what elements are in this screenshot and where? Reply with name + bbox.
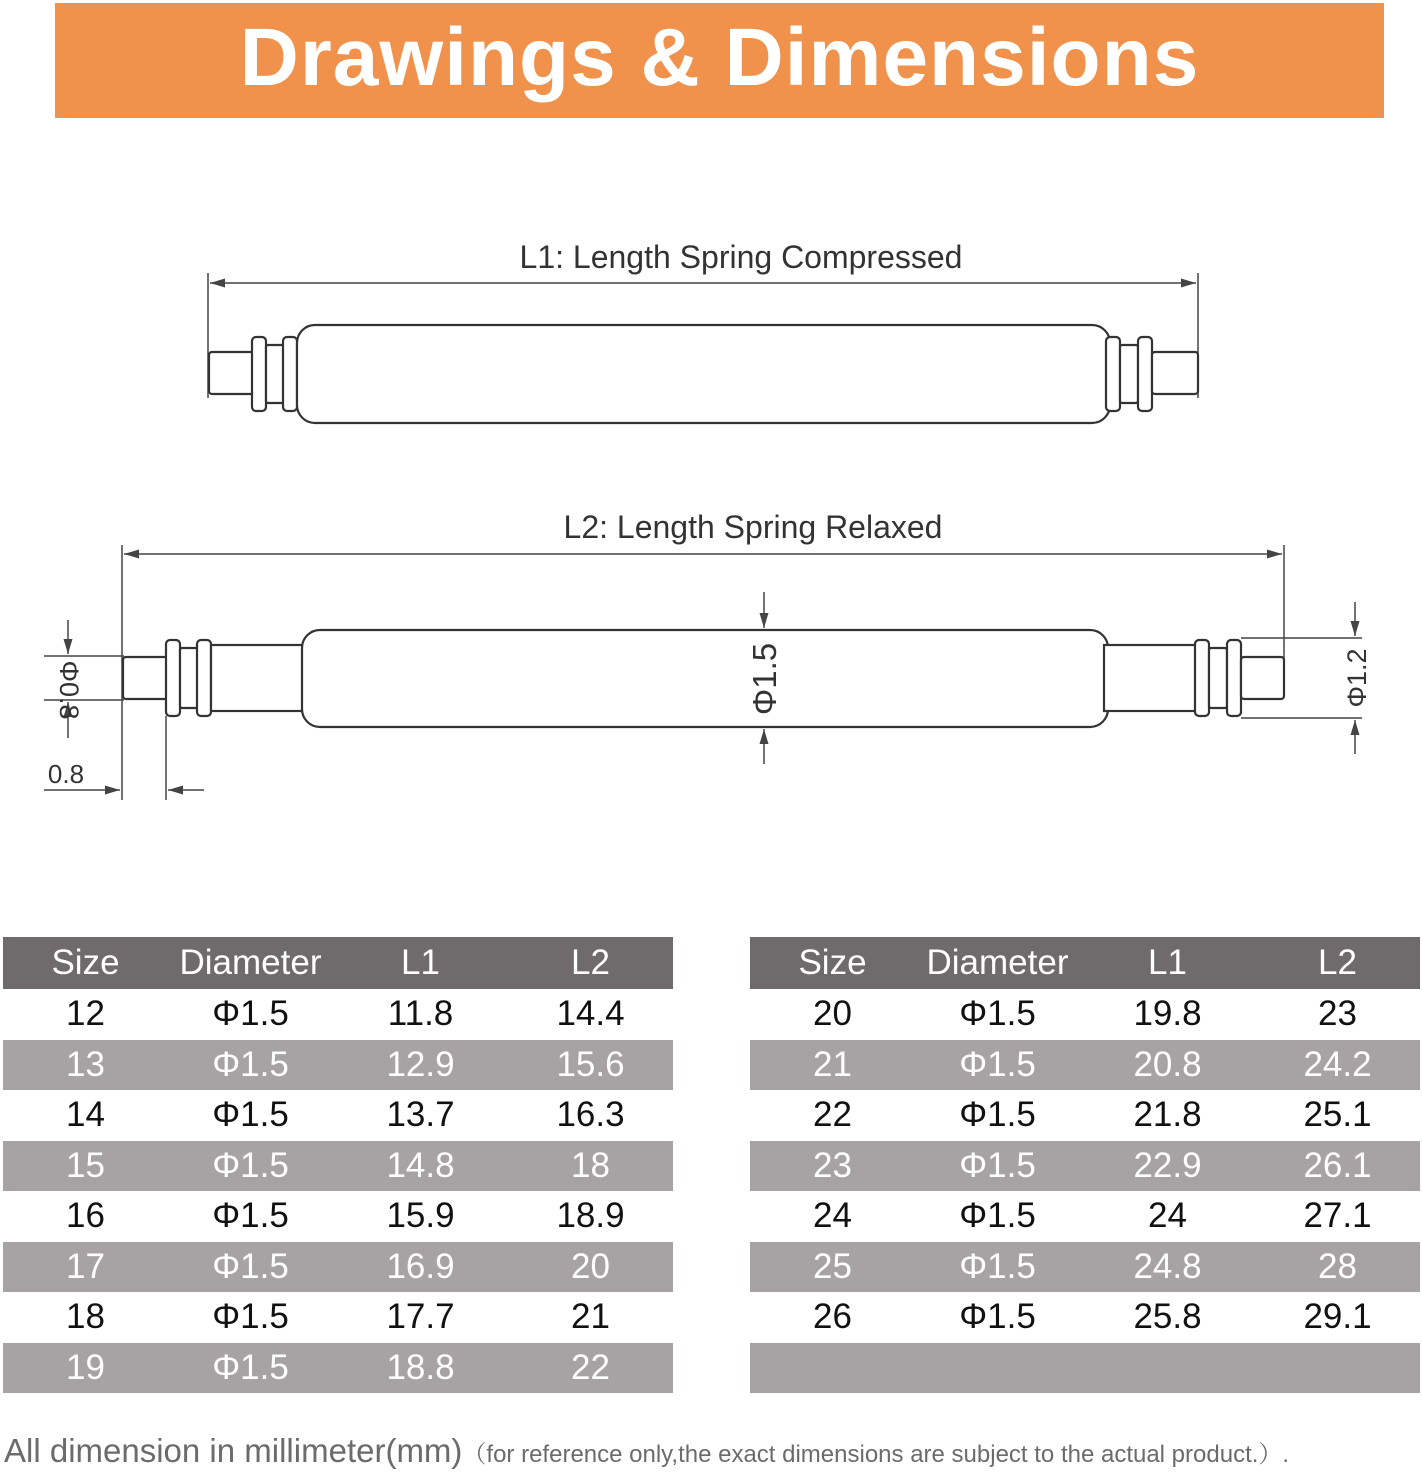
cell-size: 14 <box>66 1095 105 1135</box>
cell-l1: 16.9 <box>386 1246 455 1286</box>
table-row <box>750 1090 1420 1141</box>
cell-l2: 20 <box>571 1246 610 1286</box>
table-row <box>3 1040 673 1091</box>
table-row <box>750 1292 1420 1343</box>
cell-size: 17 <box>66 1246 105 1286</box>
cell-diameter: Φ1.5 <box>212 1347 289 1387</box>
cell-l1: 18.8 <box>386 1347 455 1387</box>
relaxed-spring-bar <box>123 630 1284 727</box>
table-row <box>750 1040 1420 1091</box>
cell-l2: 24.2 <box>1303 1044 1372 1084</box>
cell-l2: 28 <box>1318 1246 1357 1286</box>
cell-size: 23 <box>813 1145 852 1185</box>
cell-diameter: Φ1.5 <box>212 1044 289 1084</box>
cell-l1: 21.8 <box>1133 1095 1202 1135</box>
cell-size: 21 <box>813 1044 852 1084</box>
cell-diameter: Φ1.5 <box>212 1246 289 1286</box>
cell-diameter: Φ1.5 <box>959 1044 1036 1084</box>
cell-l2: 18.9 <box>556 1196 625 1236</box>
header-size: Size <box>798 943 867 982</box>
cell-diameter: Φ1.5 <box>959 994 1036 1034</box>
cell-l2: 18 <box>571 1145 610 1185</box>
cell-size: 16 <box>66 1196 105 1236</box>
cell-l2: 16.3 <box>556 1095 625 1135</box>
units-footnote <box>4 1432 1414 1470</box>
cell-diameter: Φ1.5 <box>212 1145 289 1185</box>
cell-l1: 20.8 <box>1133 1044 1202 1084</box>
cell-l2: 15.6 <box>556 1044 625 1084</box>
table-row <box>750 1191 1420 1242</box>
cell-size: 22 <box>813 1095 852 1135</box>
cell-l2: 22 <box>571 1347 610 1387</box>
cell-diameter: Φ1.5 <box>212 1297 289 1337</box>
l2-label: L2: Length Spring Relaxed <box>563 509 943 545</box>
cell-l1: 25.8 <box>1133 1297 1202 1337</box>
body-diameter-label: Φ1.5 <box>746 642 783 716</box>
cell-l2: 23 <box>1318 994 1357 1034</box>
cell-l1: 19.8 <box>1133 994 1202 1034</box>
cell-l1: 11.8 <box>387 994 454 1034</box>
cell-l2: 27.1 <box>1303 1196 1372 1236</box>
table-header-row <box>750 937 1420 989</box>
cell-diameter: Φ1.5 <box>959 1246 1036 1286</box>
cell-l1: 24 <box>1148 1196 1187 1236</box>
reference-note: （for reference only,the exact dimensions are subject to the actual product.）. <box>462 1441 1290 1468</box>
table-row <box>750 989 1420 1040</box>
table-row <box>3 1292 673 1343</box>
table-row <box>3 1242 673 1293</box>
cell-size: 20 <box>813 994 852 1034</box>
cell-l1: 24.8 <box>1133 1246 1202 1286</box>
table-row <box>750 1343 1420 1394</box>
cell-size: 18 <box>66 1297 105 1337</box>
collar-diameter-label: Φ1.2 <box>1342 648 1372 708</box>
header-l1: L1 <box>401 943 440 982</box>
table-header-row <box>3 937 673 989</box>
cell-l2: 25.1 <box>1303 1095 1372 1135</box>
cell-diameter: Φ1.5 <box>959 1145 1036 1185</box>
header-l1: L1 <box>1148 943 1187 982</box>
header-diameter: Diameter <box>926 943 1069 982</box>
table-row <box>3 1191 673 1242</box>
cell-l2: 21 <box>571 1297 610 1337</box>
table-row <box>3 1343 673 1394</box>
units-text: All dimension in millimeter(mm) <box>4 1432 463 1469</box>
cell-diameter: Φ1.5 <box>959 1095 1036 1135</box>
cell-l2: 14.4 <box>556 994 625 1034</box>
l1-label: L1: Length Spring Compressed <box>519 239 963 275</box>
cell-size: 19 <box>66 1347 105 1387</box>
cell-diameter: Φ1.5 <box>959 1196 1036 1236</box>
header-l2: L2 <box>1318 943 1357 982</box>
compressed-spring-bar <box>209 325 1198 423</box>
cell-l1: 14.8 <box>386 1145 455 1185</box>
cell-diameter: Φ1.5 <box>212 1196 289 1236</box>
header-diameter: Diameter <box>179 943 322 982</box>
cell-size: 24 <box>813 1196 852 1236</box>
cell-l1: 17.7 <box>386 1297 455 1337</box>
tip-length-label: 0.8 <box>47 759 85 789</box>
size-table-right <box>750 937 1420 1393</box>
cell-diameter: Φ1.5 <box>959 1297 1036 1337</box>
page-title: Drawings & Dimensions <box>239 11 1200 103</box>
cell-size: 13 <box>66 1044 105 1084</box>
cell-size: 26 <box>813 1297 852 1337</box>
cell-diameter: Φ1.5 <box>212 994 289 1034</box>
header-l2: L2 <box>571 943 610 982</box>
table-row <box>3 989 673 1040</box>
cell-l2: 29.1 <box>1303 1297 1372 1337</box>
cell-size: 12 <box>66 994 105 1034</box>
cell-l1: 12.9 <box>386 1044 455 1084</box>
cell-diameter: Φ1.5 <box>212 1095 289 1135</box>
table-row <box>750 1242 1420 1293</box>
header-size: Size <box>51 943 120 982</box>
table-row <box>750 1141 1420 1192</box>
cell-l2: 26.1 <box>1303 1145 1372 1185</box>
cell-l1: 22.9 <box>1133 1145 1202 1185</box>
table-row <box>3 1141 673 1192</box>
cell-size: 15 <box>66 1145 105 1185</box>
table-row <box>3 1090 673 1141</box>
size-table-left <box>3 937 673 1393</box>
cell-l1: 15.9 <box>386 1196 455 1236</box>
cell-size: 25 <box>813 1246 852 1286</box>
cell-l1: 13.7 <box>386 1095 455 1135</box>
tip-diameter-label: Φ0.8 <box>54 660 84 720</box>
